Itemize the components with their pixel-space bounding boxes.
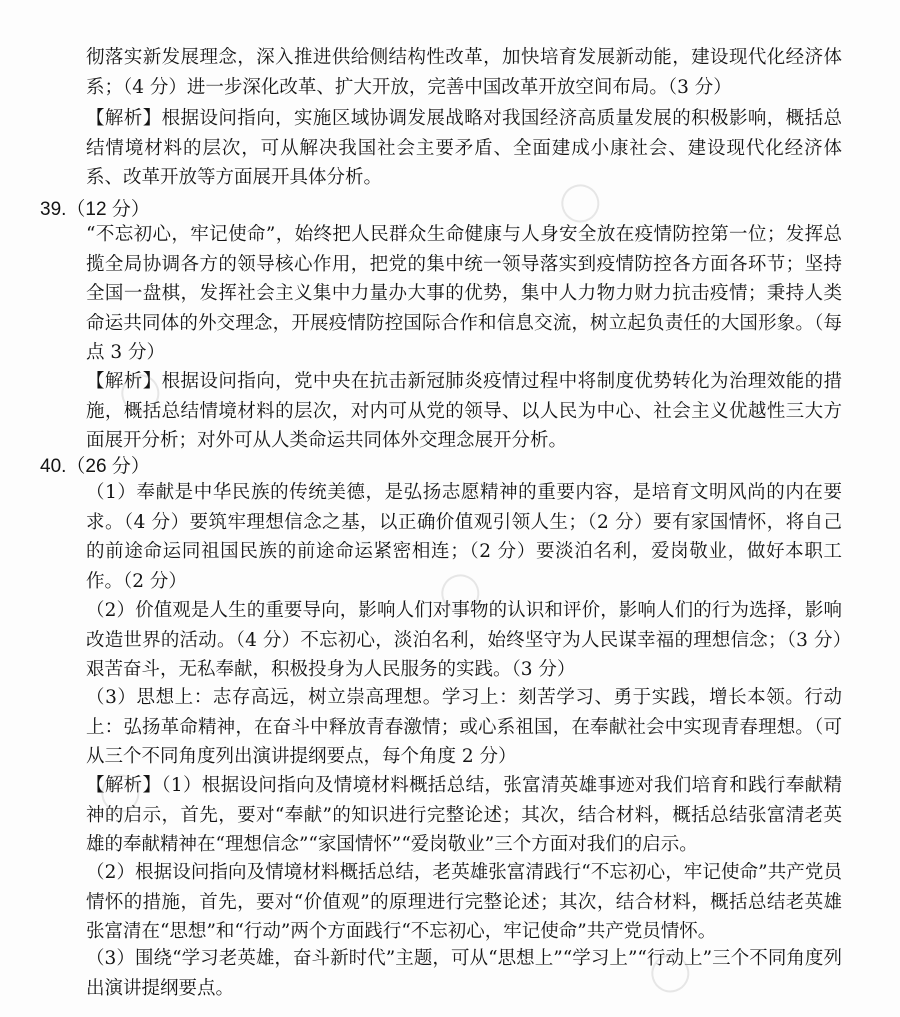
analysis-paragraph: （2）根据设问指向及情境材料概括总结，老英雄张富清践行“不忘初心，牢记使命”共产党员情怀的措施，首先，要对“价值观”的原理进行完整论述；其次，结合材料，概括总结老英雄张富清在“思想”和“行动”两个方面践行“不忘初心，牢记使命”共产党员情怀。 — [86, 862, 842, 942]
analysis-paragraph: 【解析】（1）根据设问指向及情境材料概括总结，张富清英雄事迹对我们培育和践行奉献精神的启示，首先，要对“奉献”的知识进行完整论述；其次，结合材料，概括总结张富清老英雄的奉献精神在“理想信念”“家国情怀”“爱岗敬业”三个方面对我们的启示。 — [86, 775, 842, 855]
analysis-paragraph: 【解析】根据设问指向，实施区域协调发展战略对我国经济高质量发展的积极影响，概括总结情境材料的层次，可从解决我国社会主要矛盾、全面建成小康社会、建设现代化经济体系、改革开放等方面展开具体分析。 — [86, 108, 842, 188]
answer-paragraph: （1）奉献是中华民族的传统美德，是弘扬志愿精神的重要内容，是培育文明风尚的内在要求。（4 分）要筑牢理想信念之基，以正确价值观引领人生；（2 分）要有家国情怀，将自己的前途命运同祖国民族的前途命运紧密相连；（2 分）要淡泊名利，爱岗敬业，做好本职工作。（2 分） — [86, 482, 842, 592]
question-39-heading: 39.（12 分） — [40, 199, 150, 220]
analysis-paragraph: 【解析】根据设问指向，党中央在抗击新冠肺炎疫情过程中将制度优势转化为治理效能的措施，概括总结情境材料的层次，对内可从党的领导、以人民为中心、社会主义优越性三大方面展开分析；对外可从人类命运共同体外交理念展开分析。 — [86, 371, 842, 451]
answer-paragraph: （3）思想上：志存高远，树立崇高理想。学习上：刻苦学习、勇于实践，增长本领。行动上：弘扬革命精神，在奋斗中释放青春激情；或心系祖国，在奉献社会中实现青春理想。（可从三个不同角度列出演讲提纲要点，每个角度 2 分） — [86, 687, 842, 767]
answer-paragraph: 彻落实新发展理念，深入推进供给侧结构性改革，加快培育发展新动能，建设现代化经济体系；（4 分）进一步深化改革、扩大开放，完善中国改革开放空间布局。（3 分） — [86, 47, 842, 98]
analysis-paragraph: （3）围绕“学习老英雄，奋斗新时代”主题，可从“思想上”“学习上”“行动上”三个不同角度列出演讲提纲要点。 — [86, 948, 842, 999]
question-40-heading: 40.（26 分） — [40, 456, 150, 477]
answer-paragraph: （2）价值观是人生的重要导向，影响人们对事物的认识和评价，影响人们的行为选择，影响改造世界的活动。（4 分）不忘初心，淡泊名利，始终坚守为人民谋幸福的理想信念；（3 分）艰苦奋斗，无私奉献，积极投身为人民服务的实践。（3 分） — [86, 600, 842, 680]
answer-paragraph: “不忘初心，牢记使命”，始终把人民群众生命健康与人身安全放在疫情防控第一位；发挥总揽全局协调各方的领导核心作用，把党的集中统一领导落实到疫情防控各方面各环节；坚持全国一盘棋，发挥社会主义集中力量办大事的优势，集中人力物力财力抗击疫情；秉持人类命运共同体的外交理念，开展疫情防控国际合作和信息交流，树立起负责任的大国形象。（每点 3 分） — [86, 224, 842, 363]
